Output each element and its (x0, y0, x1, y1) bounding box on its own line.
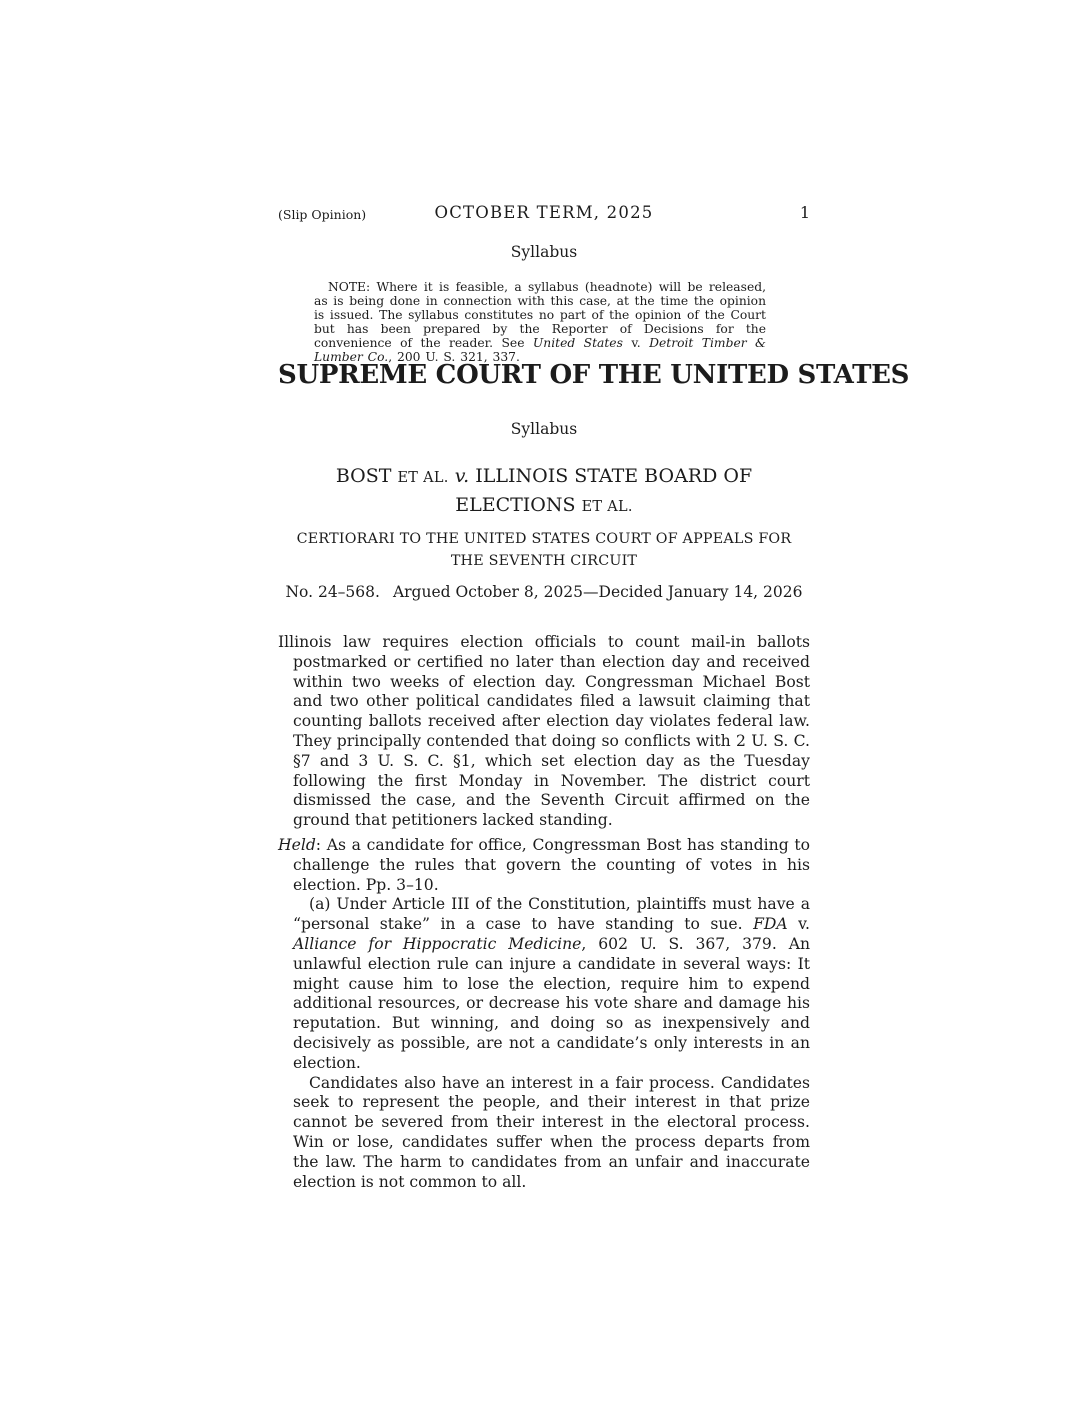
case-title-line2: ELECTIONS ET AL. (455, 493, 633, 516)
note-paragraph: NOTE: Where it is feasible, a syllabus (headnote) will be released, as is being done in connection with this case, at the time the opinion is issued. The syllabus constitutes no part of the opinion of the Court but has been prepared by the Reporter of Decisions for the convenience of the reader. See United States v. Detroit Timber & Lumber Co., 200 U. S. 321, 337. (314, 280, 766, 364)
syllabus-heading-top: Syllabus (510, 243, 578, 261)
docket-line (278, 583, 810, 601)
docket-dates: Argued October 8, 2025—Decided January 14, 2026 (392, 583, 803, 601)
page-header (278, 203, 810, 223)
certiorari-line1: CERTIORARI TO THE UNITED STATES COURT OF APPEALS FOR (296, 531, 792, 547)
slip-opinion-label: (Slip Opinion) (278, 207, 367, 222)
held-subparagraph-a: (a) Under Article III of the Constitution, plaintiffs must have a “personal stake” in a case to have standing to sue. FDA v. Alliance for Hippocratic Medicine, 602 U. S. 367, 379. An unlawful election rule can injure a candidate in several ways: It might cause him to lose the election, require him to expend additional resources, or decrease his vote share and damage his reputation. But winning, and doing so as inexpensively and decisively as possible, are not a candidate’s only interests in an election. (293, 895, 811, 1072)
term-label: OCTOBER TERM, 2025 (434, 203, 654, 222)
case-title (278, 463, 810, 520)
held-paragraph: Held: As a candidate for office, Congressman Bost has standing to challenge the rules that govern the counting of votes in his election. Pp. 3–10. (278, 835, 810, 894)
certiorari-line2: THE SEVENTH CIRCUIT (450, 552, 638, 569)
case-title-line1: BOST ET AL. v. ILLINOIS STATE BOARD OF (335, 465, 753, 487)
page-number: 1 (799, 203, 810, 222)
docket-number: No. 24–568. (285, 583, 380, 601)
opinion-body (278, 633, 810, 1192)
case-summary-paragraph: Illinois law requires election officials to count mail-in ballots postmarked or certified no later than election day and received within two weeks of election day. Congressman Michael Bost and two other political candidates filed a lawsuit claiming that counting ballots received after election day violates federal law. They principally contended that doing so conflicts with 2 U. S. C. §7 and 3 U. S. C. §1, which set election day as the Tuesday following the first Monday in November. The district court dismissed the case, and the Seventh Circuit affirmed on the ground that petitioners lacked standing. (278, 633, 810, 830)
fair-process-paragraph: Candidates also have an interest in a fair process. Candidates seek to represent the people, and their interest in that prize cannot be severed from their interest in the electoral process. Win or lose, candidates suffer when the process departs from the law. The harm to candidates from an unfair and inaccurate election is not common to all. (293, 1073, 810, 1191)
court-title: SUPREME COURT OF THE UNITED STATES (278, 360, 910, 390)
certiorari-statement (278, 529, 810, 572)
syllabus-heading-main: Syllabus (510, 420, 578, 438)
